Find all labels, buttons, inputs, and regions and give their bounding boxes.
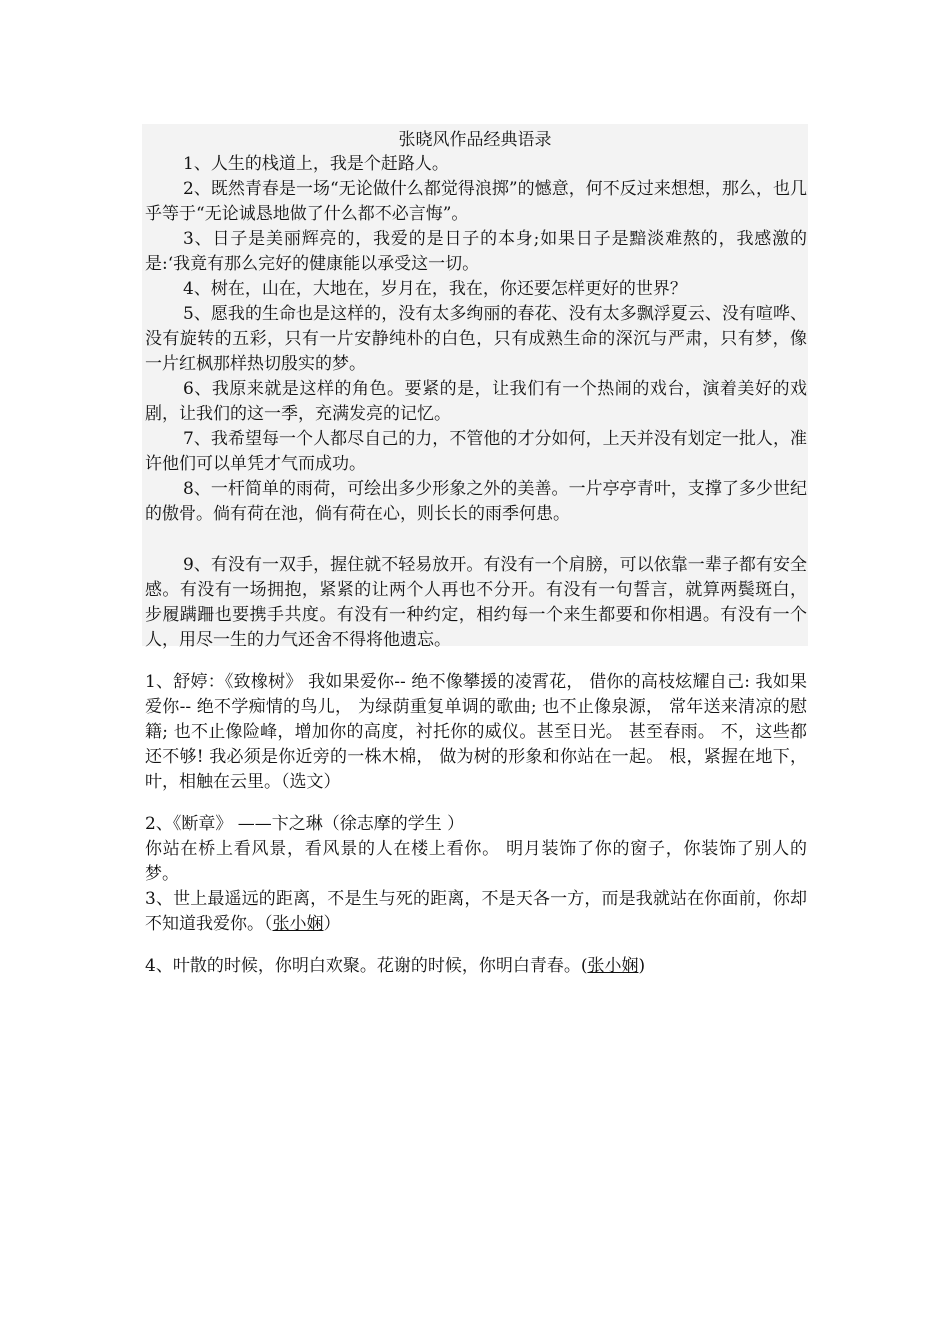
quote-2: 2、既然青春是一场“无论做什么都觉得浪掷”的憾意，何不反过来想想，那么，也几乎等于“无论诚恳地做了什么都不必言悔”。 — [145, 179, 807, 224]
extra-item-2-heading: 2、《断章》 ——卞之琳（徐志摩的学生 ） — [145, 814, 465, 834]
extra-item-4 — [145, 954, 807, 979]
quote-4: 4、树在，山在，大地在，岁月在，我在，你还要怎样更好的世界？ — [183, 279, 687, 299]
extra-item-3-text: 3、世上最遥远的距离，不是生与死的距离，不是天各一方，而是我就站在你面前，你却不知道我爱你。（ — [145, 889, 807, 934]
quote-8: 8、一杆简单的雨荷，可绘出多少形象之外的美善。一片亭亭青叶，支撑了多少世纪的傲骨。倘有荷在池，倘有荷在心，则长长的雨季何患。 — [145, 479, 807, 524]
quote-7: 7、我希望每一个人都尽自己的力，不管他的才分如何，上天并没有划定一批人，准许他们可以单凭才气而成功。 — [145, 429, 807, 474]
quote-5: 5、愿我的生命也是这样的，没有太多绚丽的春花、没有太多飘浮夏云、没有喧哗、没有旋转的五彩，只有一片安静纯朴的白色，只有成熟生命的深沉与严肃，只有梦，像一片红枫那样热切殷实的梦。 — [145, 304, 807, 374]
extra-item-4-close: ) — [638, 956, 646, 976]
author-link-zhang-xiaoxian-2[interactable]: 张小娴 — [587, 956, 639, 976]
author-link-zhang-xiaoxian[interactable]: 张小娴 — [272, 914, 324, 934]
extra-quotes-section — [145, 670, 807, 979]
quotes-section — [145, 152, 807, 653]
quote-6: 6、我原来就是这样的角色。要紧的是，让我们有一个热闹的戏台，演着美好的戏剧，让我们的这一季，充满发亮的记忆。 — [145, 379, 807, 424]
document-title: 张晓风作品经典语录 — [398, 130, 552, 150]
quote-9: 9、有没有一双手，握住就不轻易放开。有没有一个肩膀，可以依靠一辈子都有安全感。有没有一场拥抱，紧紧的让两个人再也不分开。有没有一句誓言，就算两鬓斑白，步履蹒跚也要携手共度。有没有一种约定，相约每一个来生都要和你相遇。有没有一个人，用尽一生的力气还舍不得将他遗忘。 — [145, 555, 807, 650]
extra-item-3 — [145, 887, 807, 937]
extra-item-1: 1、舒婷：《致橡树》 我如果爱你-- 绝不像攀援的凌霄花， 借你的高枝炫耀自己: 我如果爱你-- 绝不学痴情的鸟儿， 为绿荫重复单调的歌曲; 也不止像泉源， 常年送来清凉的慰籍; 也不止像险峰，增加你的高度，衬托你的威仪。甚至日光。 甚至春雨。 不，这些都还不够! 我必须是你近旁的一株木棉， 做为树的形象和你站在一起。 根，紧握在地下， 叶，相触在云里。（选文） — [145, 672, 807, 792]
extra-item-3-close: ） — [323, 914, 341, 934]
quote-3: 3、日子是美丽辉亮的，我爱的是日子的本身;如果日子是黯淡难熬的，我感激的是:‘我竟有那么完好的健康能以承受这一切。 — [145, 229, 807, 274]
extra-item-2-body: 你站在桥上看风景，看风景的人在楼上看你。 明月装饰了你的窗子，你装饰了别人的梦。 — [145, 839, 807, 884]
quote-1: 1、人生的栈道上，我是个赶路人。 — [183, 154, 449, 174]
extra-item-4-text: 4、叶散的时候，你明白欢聚。花谢的时候，你明白青春。( — [145, 956, 588, 976]
